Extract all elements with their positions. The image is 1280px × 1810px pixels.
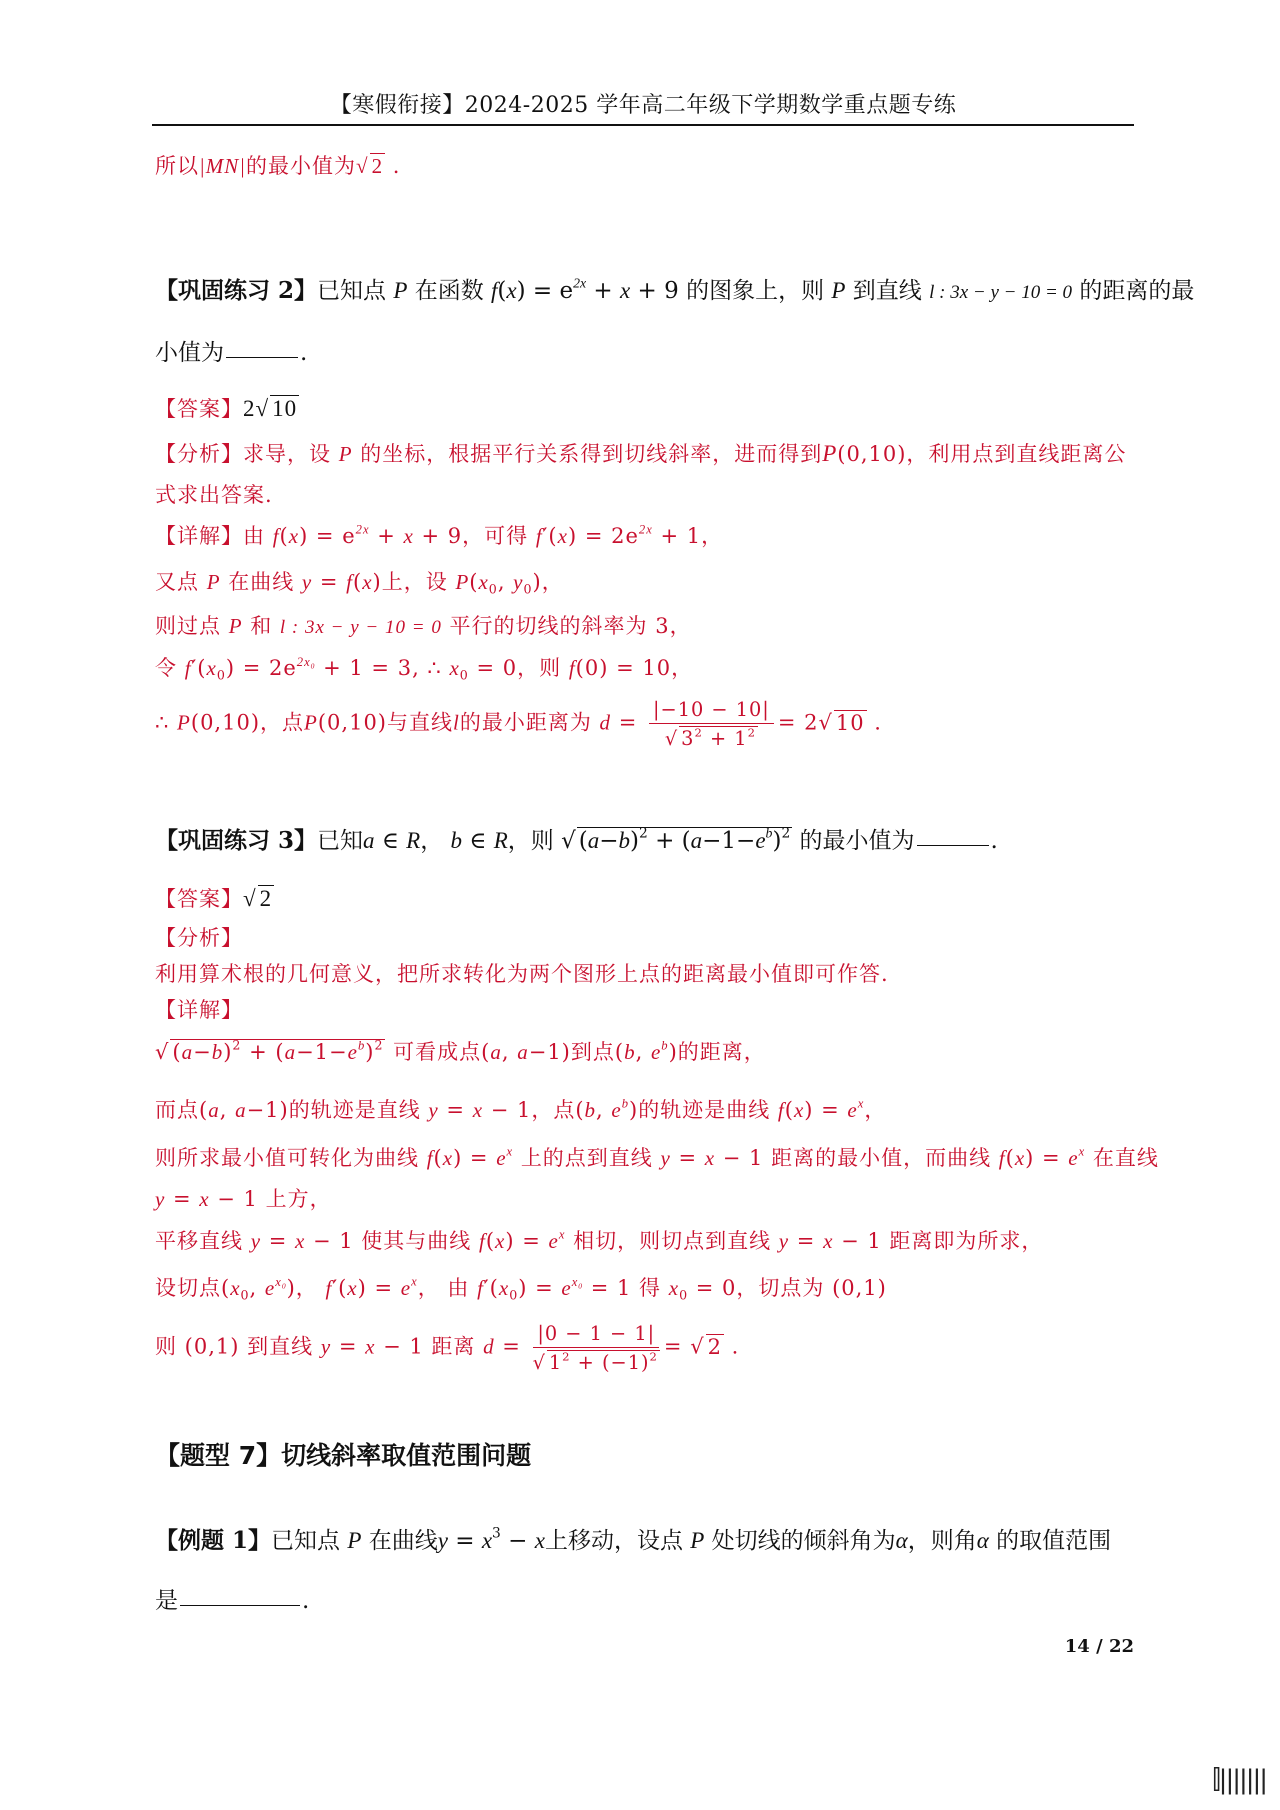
- answer-blank: [917, 844, 989, 846]
- example1-q-d: 处切线的倾斜角为: [711, 1528, 896, 1554]
- ex2-answer-tag: 【答案】: [155, 397, 243, 421]
- ex2-question-line2: 小值为 .: [155, 340, 308, 366]
- ex2-analysis-b: 的坐标，根据平行关系得到切线斜率，进而得到: [360, 442, 823, 466]
- ex3-d1-b: 到点: [570, 1040, 615, 1064]
- ex2-d3-a: 则过点: [155, 614, 221, 638]
- ex3-detail-line7: 则 (0,1) 到直线 y = x − 1 距离 d = $\frac{|0 - 1 - 1|}{√ 1^2 + (-1)^2}$ = √ 2 .: [155, 1322, 740, 1374]
- ex2-q-c: 的图象上，则: [686, 278, 825, 304]
- section-title: 【题型 7】切线斜率取值范围问题: [155, 1441, 532, 1470]
- answer-blank: [180, 1604, 300, 1606]
- example1-line1: 【例题 1】已知点 P 在曲线$y = x^3 - x$上移动，设点 P 处切线的倾斜角为α，则角α 的取值范围: [155, 1525, 1112, 1554]
- example1-q-c: 上移动，设点: [544, 1528, 683, 1554]
- ex3-d7-c: 距离: [431, 1334, 476, 1359]
- ex2-d2-c: 上，设: [381, 570, 448, 594]
- ex3-d6-a: 设切点: [155, 1276, 221, 1300]
- intro-line: 所以|MN|的最小值为√ 2 .: [155, 154, 401, 178]
- ex2-d1-b: ，可得: [462, 524, 529, 548]
- example1-q-e: ，则角: [907, 1528, 977, 1554]
- ex2-detail-line5: ∴ P(0,10)，点P(0,10)与直线l的最小距离为 d = $\frac{|-10 - 10|}{√ 3^2 + 1^2}$ = 2√ 10 .: [155, 698, 882, 750]
- ex2-q-a: 已知点: [317, 278, 387, 304]
- ex2-d1-a: 由: [243, 524, 265, 548]
- ex3-d5-b: 使其与曲线: [361, 1229, 472, 1253]
- ex3-d3-a: 则所求最小值可转化为曲线: [155, 1146, 419, 1170]
- answer-blank: [226, 356, 298, 358]
- ex3-analysis-text: 利用算术根的几何意义，把所求转化为两个图形上点的距离最小值即可作答.: [155, 962, 889, 986]
- ex3-d7-a: 则: [155, 1334, 177, 1359]
- ex3-detail-line3: 则所求最小值可转化为曲线 $f(x) = e^x$ 上的点到直线 y = x − 1 距离的最小值，而曲线 $f(x) = e^x$ 在直线: [155, 1144, 1159, 1170]
- intro-text-a: 所以: [155, 154, 199, 178]
- example1-q-a: 已知点: [271, 1528, 341, 1554]
- page-number: 14 / 22: [1064, 1636, 1134, 1657]
- example1-q-b: 在曲线: [368, 1528, 438, 1554]
- ex2-q-e: 的距离的最: [1079, 278, 1195, 304]
- example1-q-f: 的取值范围: [996, 1528, 1112, 1554]
- distance-fraction: $\frac{|-10 - 10|}{√ 3^2 + 1^2}$: [649, 698, 774, 750]
- ex3-detail-tag: 【详解】: [155, 998, 243, 1022]
- ex2-d4-b: ，则: [517, 656, 562, 680]
- ex2-detail-line4: 令 $f'(x_0) = 2e^{2x_0} + 1 = 3$, ∴ $x_0 = 0$，则 f(0) = 10，: [155, 654, 694, 683]
- ex3-detail-line1: √ $(a-b)^2 + (a-1-e^b)^2$ 可看成点(a, a−1)到点(b, $e^b$)的距离，: [155, 1037, 766, 1064]
- example1-line2: 是 .: [155, 1588, 310, 1614]
- ex3-d3-c: 距离的最小值，而曲线: [771, 1146, 992, 1170]
- ex2-d4-a: 令: [155, 656, 177, 680]
- ex3-q-b: ，则: [507, 828, 554, 854]
- ex2-analysis-tag: 【分析】: [155, 442, 243, 466]
- ex3-analysis-tag: 【分析】: [155, 926, 243, 950]
- ex3-d5-d: 距离即为所求，: [889, 1229, 1044, 1253]
- ex3-detail-line5: 平移直线 y = x − 1 使其与曲线 $f(x) = e^x$ 相切，则切点到直线 y = x − 1 距离即为所求，: [155, 1227, 1044, 1253]
- ex2-d5-c: 的最小距离为: [459, 710, 592, 735]
- ex3-d2-a: 而点: [155, 1098, 199, 1122]
- ex3-question: 【巩固练习 3】已知a ∈ R， b ∈ R，则 √ $(a-b)^2 + (a-1-e^b)^2$ 的最小值为 .: [155, 825, 998, 854]
- ex2-detail-line2: 又点 P 在曲线 y = f(x)上，设 $P(x_0$, $y_0$)，: [155, 570, 564, 597]
- ex2-analysis-c: ，利用点到直线距离公: [906, 442, 1127, 466]
- ex3-detail-line6: 设切点($x_0$, $e^{x_0}$)， $f'(x) = e^x$， 由 $f'(x_0) = e^{x_0} = 1$ 得 $x_0 = 0$，切点为 (0,1): [155, 1274, 887, 1303]
- ex3-q-c: 的最小值为: [799, 828, 915, 854]
- ex3-d5-c: 相切，则切点到直线: [573, 1229, 772, 1253]
- ex2-analysis-a: 求导，设: [243, 442, 331, 466]
- ex2-question-line1: 【巩固练习 2】已知点 P 在函数 $f(x) = e^{2x} + x + 9$ 的图象上，则 P 到直线 l : 3x − y − 10 = 0 的距离的最: [155, 275, 1195, 304]
- ex3-answer-tag: 【答案】: [155, 887, 243, 911]
- ex2-d3-b: 和: [250, 614, 273, 638]
- ex3-d2-b: 的轨迹是直线: [288, 1098, 421, 1122]
- ex2-d2-b: 在曲线: [228, 570, 295, 594]
- example1-tag: 【例题 1】: [155, 1527, 272, 1554]
- ex3-answer: 【答案】√ 2: [155, 886, 273, 911]
- ex2-detail-tag: 【详解】: [155, 524, 243, 548]
- header-divider: [152, 124, 1134, 126]
- ex2-q-line2: 小值为: [155, 340, 224, 366]
- ex3-d6-c: 得: [639, 1276, 662, 1300]
- ex3-d1-c: 的距离，: [677, 1040, 766, 1064]
- ex3-q-a: 已知: [317, 828, 364, 854]
- ex3-detail-line2: 而点(a, a−1)的轨迹是直线 y = x − 1，点(b, $e^b$)的轨迹是曲线 $f(x) = e^x$，: [155, 1096, 887, 1122]
- ex2-d3-c: 平行的切线的斜率为 3，: [449, 614, 692, 638]
- ex2-d2-a: 又点: [155, 570, 199, 594]
- ex3-d2-d: 的轨迹是曲线: [638, 1098, 771, 1122]
- ex3-d7-b: 到直线: [247, 1334, 314, 1359]
- ex2-q-d: 到直线: [852, 278, 922, 304]
- distance-fraction: $\frac{|0 - 1 - 1|}{√ 1^2 + (-1)^2}$: [532, 1322, 658, 1374]
- ex3-d3-b: 上的点到直线: [520, 1146, 653, 1170]
- ex2-d5-b: 与直线: [387, 710, 454, 735]
- ex3-d6-d: ，切点为: [736, 1276, 825, 1300]
- ex3-d1-a: 可看成点: [393, 1040, 482, 1064]
- ex2-analysis-line2: 式求出答案.: [155, 483, 273, 507]
- ex3-tag: 【巩固练习 3】: [155, 827, 318, 854]
- page-header: 【寒假衔接】2024-2025 学年高二年级下学期数学重点题专练: [329, 93, 957, 118]
- ex3-d5-a: 平移直线: [155, 1229, 243, 1253]
- ex3-detail-line4: y = x − 1 上方，: [155, 1187, 332, 1211]
- ex2-detail-line3: 则过点 P 和 l : 3x − y − 10 = 0 平行的切线的斜率为 3，: [155, 614, 692, 638]
- ex3-d4-b: 上方，: [265, 1187, 332, 1211]
- ex2-d5-a: ，点: [260, 710, 305, 735]
- ex2-analysis-line1: 【分析】求导，设 P 的坐标，根据平行关系得到切线斜率，进而得到P(0,10)，利用点到直线距离公: [155, 441, 1127, 466]
- intro-text-b: 的最小值为: [246, 154, 357, 178]
- watermark-icon: ⫿|||||||: [1212, 1765, 1266, 1795]
- ex2-tag: 【巩固练习 2】: [155, 277, 318, 304]
- ex2-detail-line1: 【详解】由 $f(x) = e^{2x} + x + 9$，可得 $f'(x) = 2e^{2x} + 1$，: [155, 522, 724, 548]
- ex2-answer: 【答案】2√ 10: [155, 396, 298, 421]
- ex3-d6-b: 由: [447, 1276, 470, 1300]
- example1-q-line2: 是: [155, 1588, 178, 1614]
- ex3-d2-c: ，点: [531, 1098, 576, 1122]
- ex2-q-b: 在函数: [414, 278, 484, 304]
- ex3-d3-d: 在直线: [1092, 1146, 1159, 1170]
